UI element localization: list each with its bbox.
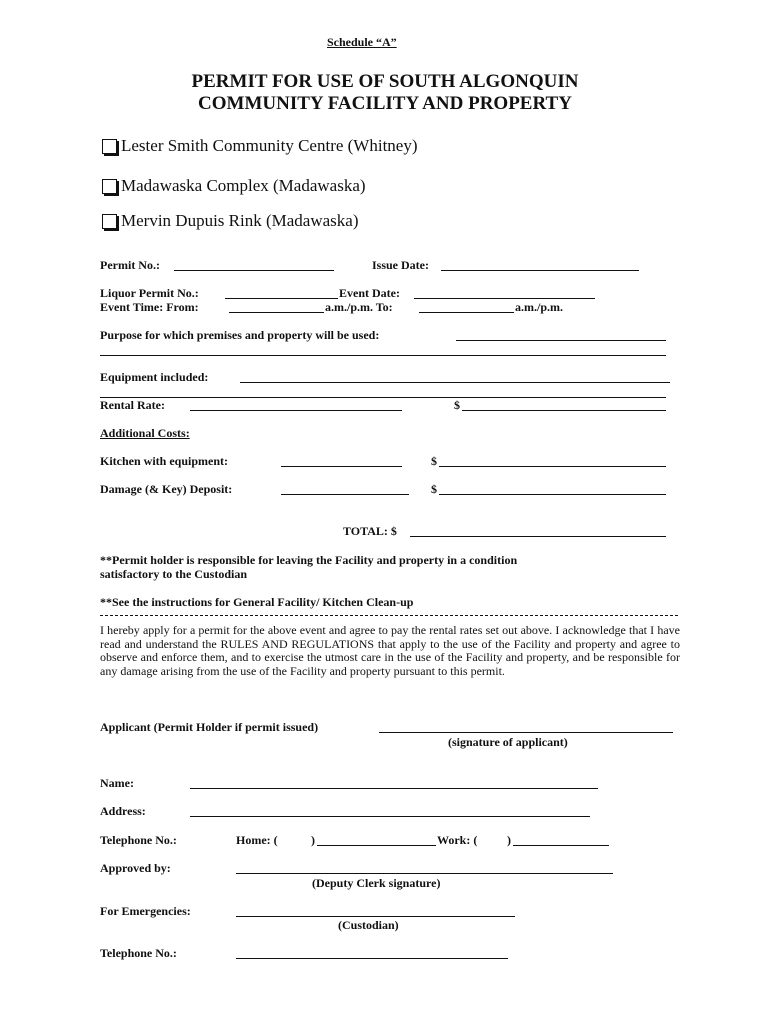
facility-label: Mervin Dupuis Rink (Madawaska) [121,211,359,230]
rental-rate-label: Rental Rate: [100,398,165,412]
separator-dashed [100,615,678,616]
damage-deposit-field[interactable] [281,494,409,495]
kitchen-field[interactable] [281,466,402,467]
facility-label: Lester Smith Community Centre (Whitney) [121,136,418,155]
damage-amount-field[interactable] [439,494,666,495]
note-responsibility-line1: **Permit holder is responsible for leaving the Facility and property in a condition [100,553,518,567]
schedule-label: Schedule “A” [327,35,397,49]
applicant-signature-caption: (signature of applicant) [448,735,568,749]
liquor-permit-label: Liquor Permit No.: [100,286,199,300]
damage-deposit-label: Damage (& Key) Deposit: [100,482,233,496]
total-field[interactable] [410,536,666,537]
facility-option-mervin-dupuis-rink[interactable] [102,211,359,231]
checkbox-icon[interactable] [102,214,117,229]
damage-dollar-label: $ [431,482,437,496]
home-phone-label: Home: ( [236,833,278,847]
home-phone-field[interactable] [317,845,436,846]
event-time-to-field[interactable] [419,312,514,313]
event-date-label: Event Date: [339,286,400,300]
purpose-label: Purpose for which premises and property will be used: [100,328,380,342]
ampm-label: a.m./p.m. [515,300,563,314]
page-title-line1: PERMIT FOR USE OF SOUTH ALGONQUIN [191,71,579,92]
approved-by-signature-field[interactable] [236,873,613,874]
deputy-clerk-caption: (Deputy Clerk signature) [312,876,441,890]
work-phone-field[interactable] [513,845,609,846]
checkbox-icon[interactable] [102,139,117,154]
liquor-permit-field[interactable] [225,298,338,299]
custodian-caption: (Custodian) [338,918,399,932]
note-responsibility-line2: satisfactory to the Custodian [100,567,247,581]
telephone2-label: Telephone No.: [100,946,177,960]
kitchen-label: Kitchen with equipment: [100,454,229,468]
kitchen-dollar-label: $ [431,454,437,468]
approved-by-label: Approved by: [100,861,171,875]
permit-no-field[interactable] [174,270,334,271]
purpose-field-line2[interactable] [100,355,666,356]
kitchen-amount-field[interactable] [439,466,666,467]
event-time-label: Event Time: From: [100,300,199,314]
equipment-label: Equipment included: [100,370,209,384]
event-time-from-field[interactable] [229,312,324,313]
rental-dollar-label: $ [454,398,460,412]
emergencies-label: For Emergencies: [100,904,191,918]
rental-rate-field[interactable] [190,410,402,411]
telephone2-field[interactable] [236,958,508,959]
event-date-field[interactable] [414,298,595,299]
work-phone-label: Work: ( [437,833,478,847]
issue-date-field[interactable] [441,270,639,271]
applicant-label: Applicant (Permit Holder if permit issued) [100,720,319,734]
equipment-field[interactable] [240,382,670,383]
facility-option-madawaska-complex[interactable] [102,176,366,196]
purpose-field[interactable] [456,340,666,341]
note-cleanup: **See the instructions for General Facility/ Kitchen Clean-up [100,595,414,609]
name-field[interactable] [190,788,598,789]
facility-option-lester-smith[interactable] [102,136,418,156]
checkbox-icon[interactable] [102,179,117,194]
permit-no-label: Permit No.: [100,258,160,272]
agreement-paragraph: I hereby apply for a permit for the above event and agree to pay the rental rates set out above. I acknowledge that I have read and understand the RULES AND REGULATIONS that apply to the use of the Facility and property and agree to observe and enforce them, and to exercise the utmost care in the use of the Facility and property, and be responsible for any damage arising from the use of the Facility and property pursuant to this permit. [100,623,680,678]
name-label: Name: [100,776,134,790]
page-title-line2: COMMUNITY FACILITY AND PROPERTY [198,93,572,114]
ampm-to-label: a.m./p.m. To: [325,300,393,314]
emergencies-field[interactable] [236,916,515,917]
address-label: Address: [100,804,146,818]
facility-label: Madawaska Complex (Madawaska) [121,176,366,195]
rental-amount-field[interactable] [462,410,666,411]
issue-date-label: Issue Date: [372,258,429,272]
equipment-field-line2[interactable] [100,397,666,398]
telephone-label: Telephone No.: [100,833,177,847]
applicant-signature-field[interactable] [379,732,673,733]
address-field[interactable] [190,816,590,817]
work-phone-close: ) [507,833,511,847]
home-phone-close: ) [311,833,315,847]
total-label: TOTAL: $ [343,524,397,538]
additional-costs-heading: Additional Costs: [100,426,190,440]
